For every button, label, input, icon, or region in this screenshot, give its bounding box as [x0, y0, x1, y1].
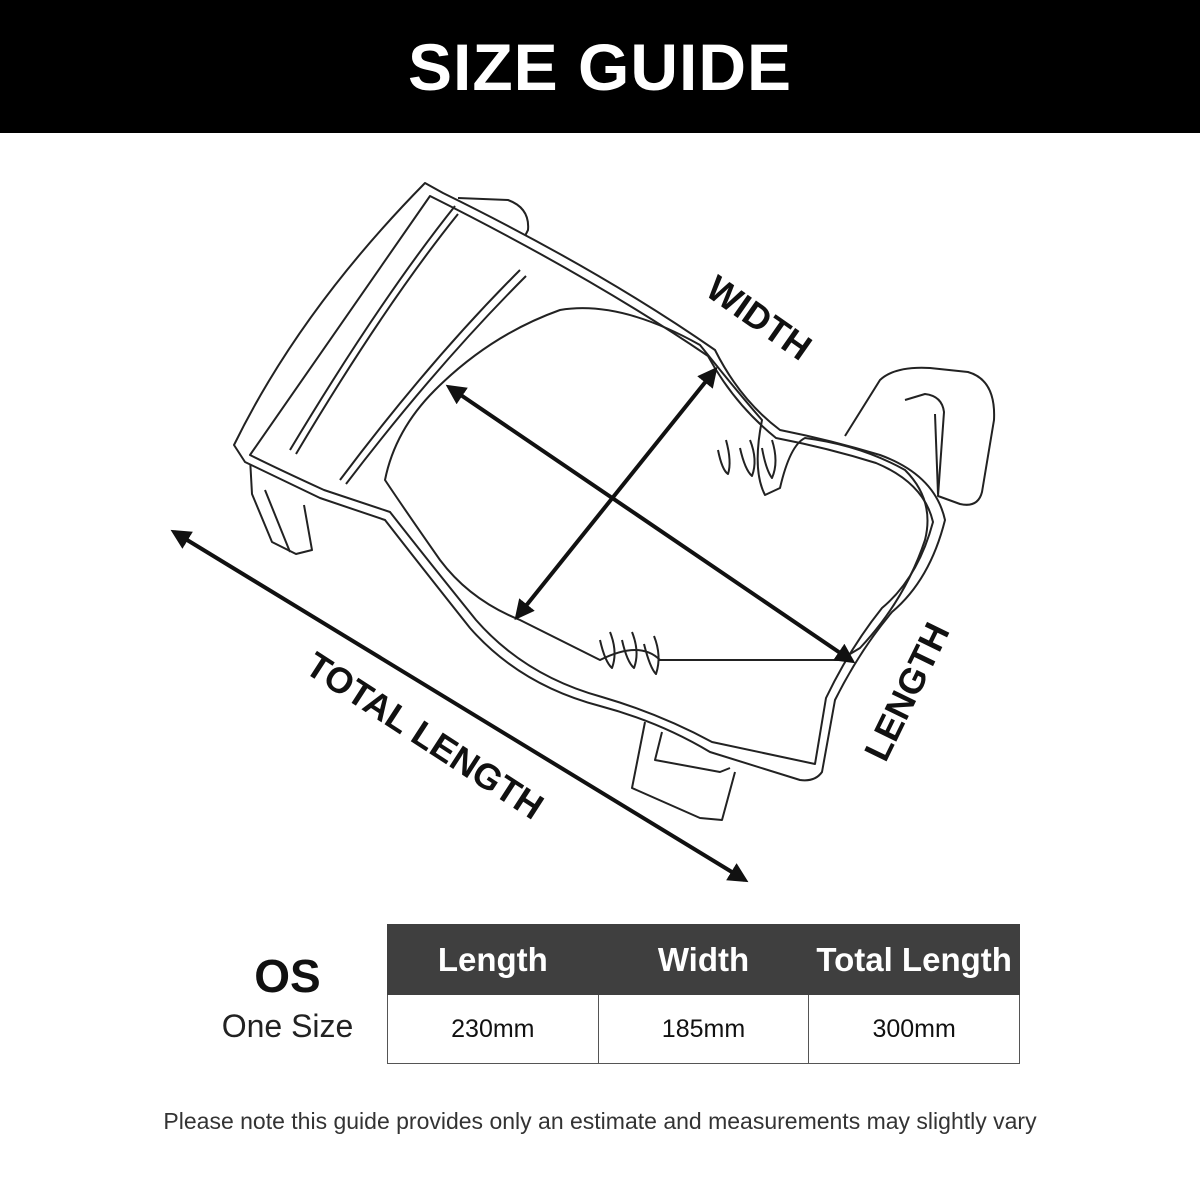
cell-length: 230mm — [388, 995, 599, 1064]
page-title: SIZE GUIDE — [407, 29, 793, 104]
total-length-label: TOTAL LENGTH — [298, 643, 551, 828]
product-diagram — [0, 133, 1200, 903]
size-table — [387, 924, 1020, 1064]
header-length: Length — [388, 925, 599, 995]
cell-width: 185mm — [598, 995, 809, 1064]
product-illustration — [0, 133, 1200, 903]
size-name: One Size — [221, 1008, 354, 1044]
header-bar — [0, 0, 1200, 133]
header-total-length: Total Length — [809, 925, 1020, 995]
cell-total-length: 300mm — [809, 995, 1020, 1064]
table-row — [388, 995, 1020, 1064]
size-indicator — [200, 948, 375, 1048]
width-label: WIDTH — [699, 267, 820, 369]
size-code: OS — [254, 950, 321, 1002]
disclaimer-note: Please note this guide provides only an estimate and measurements may slightly vary — [163, 1108, 1037, 1134]
table-header-row — [388, 925, 1020, 995]
header-width: Width — [598, 925, 809, 995]
length-label: LENGTH — [855, 616, 958, 768]
